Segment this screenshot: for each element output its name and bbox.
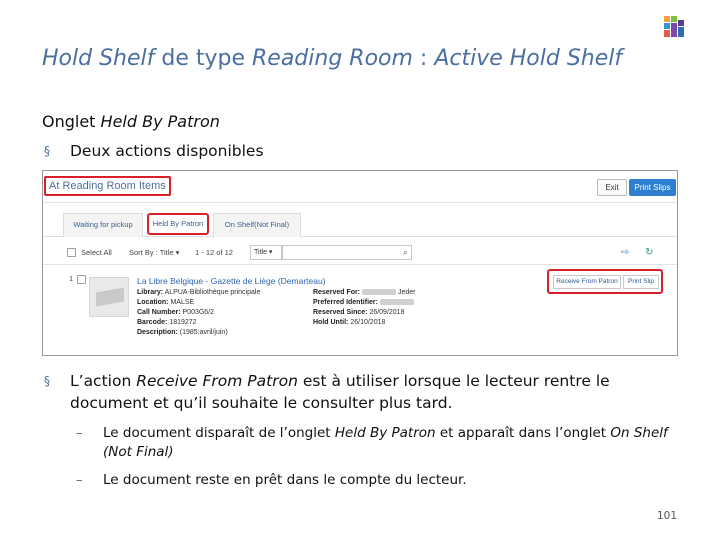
row-checkbox[interactable] [77,275,86,284]
description-field: Description: (1985:avril/juin) [137,329,228,336]
title-part: Hold Shelf [42,46,155,71]
dash-mark-icon: – [76,425,83,441]
result-range: 1 - 12 of 12 [195,248,233,257]
location-field: Location: MALSE [137,299,195,306]
search-field-select[interactable]: Title ▾ [250,245,282,260]
hold-until-field: Hold Until: 26/10/2018 [313,319,386,326]
search-icon[interactable]: ⌕ [402,247,408,257]
print-slip-button[interactable]: Print Slip [623,275,659,289]
bullet-text: Deux actions disponibles [70,142,264,160]
bullet-mark-icon: § [44,144,50,158]
bullet-text: L’action Receive From Patron est à utiliser lorsque le lecteur rentre le document et qu’il souhaite le consulter plus tard. [70,372,610,412]
tab-bar [43,211,677,237]
title-part: Reading Room [252,46,413,71]
tab-held-by-patron[interactable]: Held By Patron [147,213,209,235]
title-part: de type [154,46,252,71]
reserved-since-field: Reserved Since: 26/09/2018 [313,309,405,316]
subbullet-item [76,424,676,462]
search-input[interactable] [282,245,412,260]
subtitle-tab: Held By Patron [100,112,220,131]
title-part: Active Hold Shelf [434,46,623,71]
select-all-label: Select All [81,248,112,257]
slide-title [42,46,622,71]
subbullet-text: Le document disparaît de l’onglet Held By Patron et apparaît dans l’onglet On Shelf (Not Final) [103,425,668,460]
university-logo-icon [662,14,688,42]
bullet-item [44,140,264,162]
alma-screenshot [42,170,678,356]
page-title: At Reading Room Items [44,176,171,196]
print-slips-button[interactable]: Print Slips [629,179,676,196]
bullet-mark-icon: § [44,374,50,388]
reserved-for-field: Reserved For: Jeder [313,289,416,296]
item-thumbnail [89,277,129,317]
dash-mark-icon: – [76,472,83,488]
screenshot-header [43,171,677,203]
select-all-checkbox[interactable] [67,248,76,257]
receive-from-patron-button[interactable]: Receive From Patron [553,275,621,289]
item-title-link[interactable]: La Libre Belgique - Gazette de Liège (Demarteau) [137,276,326,286]
list-toolbar [43,243,677,265]
export-icon[interactable]: ⇨ [621,247,630,258]
slide-subtitle [42,112,220,131]
table-row [43,267,677,356]
row-actions-highlight [547,269,663,294]
subbullet-item [76,471,676,490]
refresh-icon[interactable]: ↻ [645,247,654,258]
page-number: 101 [657,510,678,522]
call-number-field: Call Number: P003G6/2 [137,309,215,316]
subtitle-prefix: Onglet [42,112,101,131]
tab-waiting-for-pickup[interactable]: Waiting for pickup [63,213,143,237]
subbullet-text: Le document reste en prêt dans le compte du lecteur. [103,472,467,488]
bullet-item [44,370,664,414]
tab-on-shelf-not-final[interactable]: On Shelf(Not Final) [213,213,301,237]
sort-by-dropdown[interactable]: Sort By : Title ▾ [129,248,180,257]
row-number: 1 [69,274,74,283]
library-field: Library: ALPUA-Bibliothèque principale [137,289,261,296]
title-part: : [412,46,435,71]
exit-button[interactable]: Exit [597,179,627,196]
barcode-field: Barcode: 1819272 [137,319,197,326]
preferred-identifier-field: Preferred Identifier: [313,299,414,306]
